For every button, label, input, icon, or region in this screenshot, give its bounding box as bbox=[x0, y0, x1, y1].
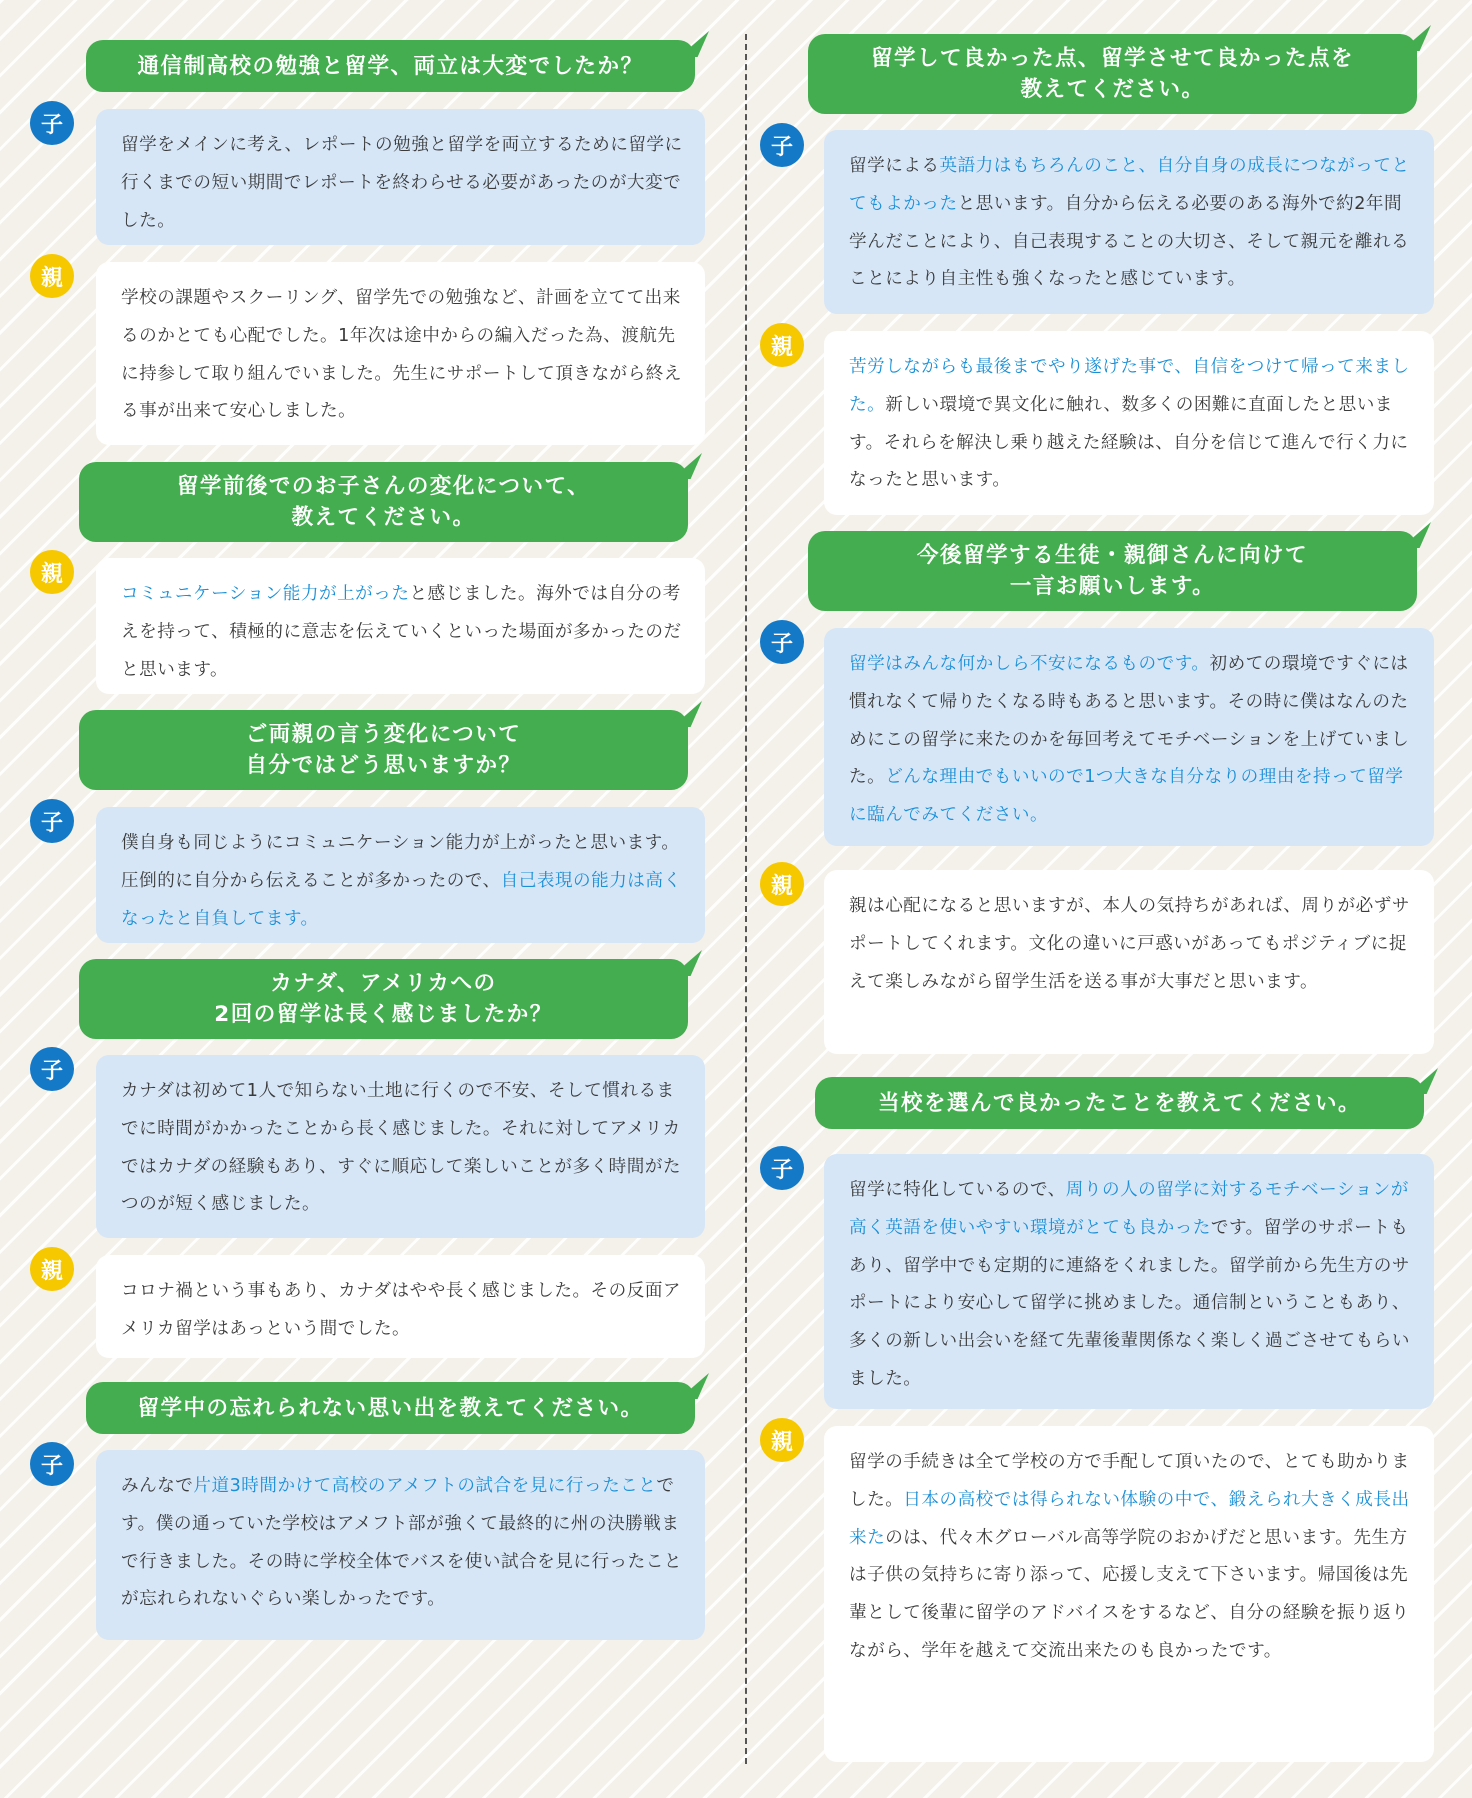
answer-text: 留学の手続きは全て学校の方で手配して頂いたので、とても助かりました。 bbox=[849, 1452, 1410, 1510]
parent-badge: 親 bbox=[760, 1418, 804, 1462]
question-text: 当校を選んで良かったことを教えてください。 bbox=[877, 1090, 1361, 1116]
child-badge: 子 bbox=[30, 1047, 74, 1091]
child-badge: 子 bbox=[760, 620, 804, 664]
highlight-text: 日本の高校では得られない体験の中で、鍛えられ大きく成長出来た bbox=[849, 1489, 1410, 1548]
question-text: 留学前後でのお子さんの変化について、 教えてください。 bbox=[176, 474, 591, 530]
question-text: ご両親の言う変化について 自分ではどう思いますか？ bbox=[245, 722, 522, 778]
question-heading bbox=[808, 34, 1417, 114]
answer-text: コロナ禍という事もあり、カナダはやや長く感じました。その反面アメリカ留学はあっという間でした。 bbox=[121, 1281, 682, 1339]
child-badge: 子 bbox=[760, 1146, 804, 1190]
column-divider bbox=[745, 34, 747, 1764]
question-text: 通信制高校の勉強と留学、両立は大変でしたか？ bbox=[137, 53, 644, 79]
speech-tail bbox=[1401, 25, 1431, 51]
answer-text: 新しい環境で異文化に触れ、数多くの困難に直面したと思います。それらを解決し乗り越えた経験は、自分を信じて進んで行く力になったと思います。 bbox=[849, 394, 1409, 491]
child-answer bbox=[824, 628, 1434, 846]
speech-tail bbox=[679, 31, 709, 57]
child-badge: 子 bbox=[760, 123, 804, 167]
answer-text: 親は心配になると思いますが、本人の気持ちがあれば、周りが必ずサポートしてくれます。文化の違いに戸惑いがあってもポジティブに捉えて楽しみながら留学生活を送る事が大事だと思います。 bbox=[849, 896, 1410, 992]
answer-text: 初めての環境ですぐには慣れなくて帰りたくなる時もあると思います。その時に僕はなんのためにこの留学に来たのかを毎回考えてモチベーションを上げていました。 bbox=[849, 654, 1410, 788]
question-heading bbox=[79, 710, 688, 790]
parent-answer bbox=[824, 870, 1434, 1054]
answer-text: カナダは初めて1人で知らない土地に行くので不安、そして慣れるまでに時間がかかったことから長く感じました。それに対してアメリカではカナダの経験もあり、すぐに順応して楽しいことが多く時間がたつのが短く感じました。 bbox=[121, 1081, 682, 1215]
answer-text: 僕自身も同じようにコミュニケーション能力が上がったと思います。圧倒的に自分から伝えることが多かったので、 bbox=[121, 833, 680, 891]
question-text: 留学中の忘れられない思い出を教えてください。 bbox=[137, 1395, 644, 1421]
child-answer bbox=[96, 1055, 705, 1238]
parent-badge: 親 bbox=[30, 254, 74, 298]
speech-tail bbox=[1401, 522, 1431, 548]
answer-text: です。僕の通っていた学校はアメフト部が強くて最終的に州の決勝戦まで行きました。その時に学校全体でバスを使い試合を見に行ったことが忘れられないぐらい楽しかったです。 bbox=[121, 1476, 682, 1610]
parent-answer bbox=[824, 1426, 1434, 1762]
parent-answer bbox=[96, 1255, 705, 1358]
parent-badge: 親 bbox=[30, 550, 74, 594]
question-heading bbox=[86, 40, 695, 92]
question-heading bbox=[86, 1382, 695, 1434]
highlight-text: 英語力はもちろんのこと、自分自身の成長につながってとてもよかった bbox=[849, 156, 1410, 214]
speech-tail bbox=[1408, 1068, 1438, 1094]
highlight-text: 片道3時間かけて高校のアメフトの試合を見に行ったこと bbox=[193, 1476, 657, 1496]
question-heading bbox=[808, 531, 1417, 611]
child-answer bbox=[96, 807, 705, 943]
parent-badge: 親 bbox=[760, 862, 804, 906]
parent-badge: 親 bbox=[760, 323, 804, 367]
question-heading bbox=[815, 1077, 1424, 1129]
answer-text: 留学に特化しているので、 bbox=[849, 1180, 1066, 1200]
speech-tail bbox=[672, 950, 702, 976]
highlight-text: 留学はみんな何かしら不安になるものです。 bbox=[849, 654, 1210, 674]
speech-tail bbox=[672, 453, 702, 479]
highlight-text: 自己表現の能力は高くなったと自負してます。 bbox=[121, 870, 682, 929]
answer-text: 学校の課題やスクーリング、留学先での勉強など、計画を立てて出来るのかとても心配でした。1年次は途中からの編入だった為、渡航先に持参して取り組んでいました。先生にサポートして頂きながら終える事が出来て安心しました。 bbox=[121, 288, 682, 422]
child-answer bbox=[824, 1154, 1434, 1409]
parent-badge: 親 bbox=[30, 1247, 74, 1291]
answer-text: 留学をメインに考え、レポートの勉強と留学を両立するために留学に行くまでの短い期間でレポートを終わらせる必要があったのが大変でした。 bbox=[121, 135, 683, 231]
question-text: 留学して良かった点、留学させて良かった点を 教えてください。 bbox=[870, 46, 1354, 102]
parent-answer bbox=[96, 262, 705, 445]
question-text: カナダ、アメリカへの 2回の留学は長く感じましたか？ bbox=[214, 971, 553, 1027]
answer-text: みんなで bbox=[121, 1476, 194, 1496]
answer-text: と思います。自分から伝える必要のある海外で約2年間学んだことにより、自己表現することの大切さ、そして親元を離れることにより自主性も強くなったと感じています。 bbox=[849, 193, 1410, 290]
child-answer bbox=[824, 130, 1434, 314]
parent-answer bbox=[824, 331, 1434, 515]
highlight-text: 苦労しながらも最後までやり遂げた事で、自信をつけて帰って来ました。 bbox=[849, 357, 1410, 415]
answer-text: と感じました。海外では自分の考えを持って、積極的に意志を伝えていくといった場面が多かったのだと思います。 bbox=[121, 584, 682, 680]
highlight-text: 周りの人の留学に対するモチベーションが高く英語を使いやすい環境がとても良かった bbox=[849, 1180, 1409, 1238]
question-text: 今後留学する生徒・親御さんに向けて 一言お願いします。 bbox=[916, 543, 1308, 599]
child-answer bbox=[96, 1450, 705, 1640]
speech-tail bbox=[672, 701, 702, 727]
child-badge: 子 bbox=[30, 101, 74, 145]
highlight-text: どんな理由でもいいので1つ大きな自分なりの理由を持って留学に臨んでみてください。 bbox=[849, 767, 1404, 826]
child-badge: 子 bbox=[30, 1442, 74, 1486]
child-answer bbox=[96, 109, 705, 245]
child-badge: 子 bbox=[30, 799, 74, 843]
answer-text: のは、代々木グローバル高等学院のおかげだと思います。先生方は子供の気持ちに寄り添って、応援し支えて下さいます。帰国後は先輩として後輩に留学のアドバイスをするなど、自分の経験を振り返りながら、学年を越えて交流出来たのも良かったです。 bbox=[849, 1527, 1410, 1661]
answer-text: です。留学のサポートもあり、留学中でも定期的に連絡をくれました。留学前から先生方のサポートにより安心して留学に挑めました。通信制ということもあり、多くの新しい出会いを経て先輩後輩関係なく楽しく過ごさせてもらいました。 bbox=[849, 1217, 1410, 1389]
question-heading bbox=[79, 462, 688, 542]
parent-answer bbox=[96, 558, 705, 694]
speech-tail bbox=[679, 1373, 709, 1399]
answer-text: 留学による bbox=[849, 156, 940, 176]
highlight-text: コミュニケーション能力が上がった bbox=[121, 584, 410, 604]
question-heading bbox=[79, 959, 688, 1039]
